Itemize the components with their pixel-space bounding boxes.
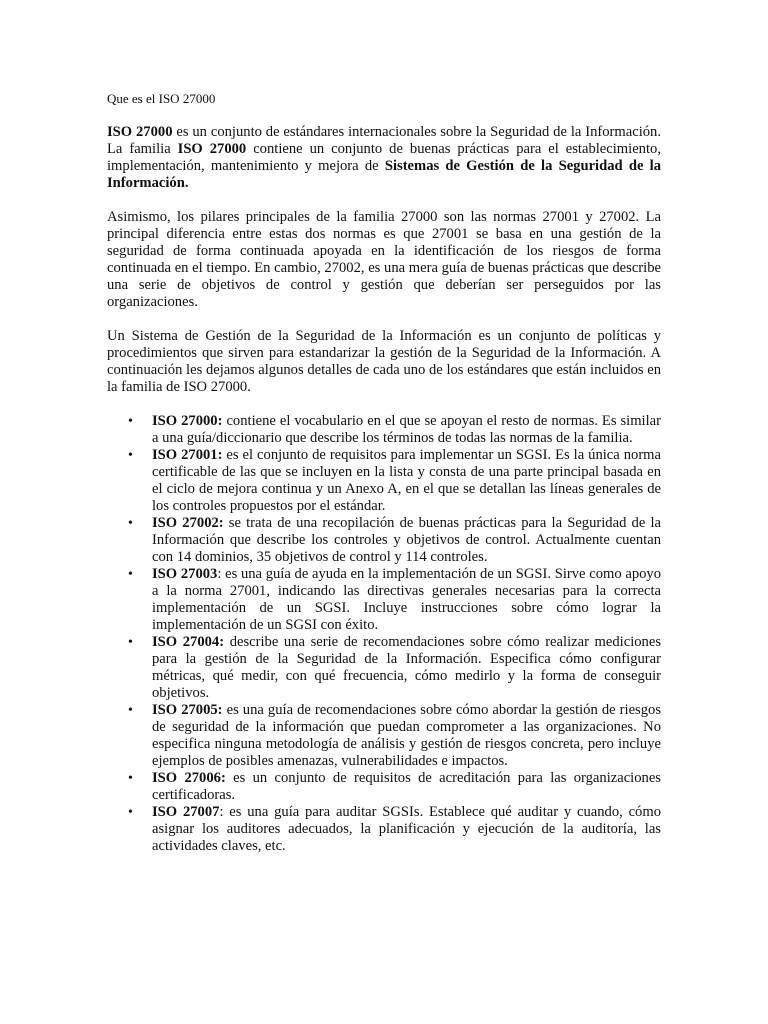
list-item-text: : es una guía de ayuda en la implementación de un SGSI. Sirve como apoyo a la norma 27001, indicando las directivas generales necesarias para la correcta implementación de un SGSI. Incluye instrucciones sobre cómo lograr la implementación de un SGSI con éxito. [152,566,662,633]
intro-paragraph [107,124,661,192]
bullet-icon: • [128,635,133,650]
list-item-term: ISO 27007 [152,804,220,820]
list-item-text: contiene el vocabulario en el que se apoyan el resto de normas. Es similar a una guía/diccionario que describe los términos de todas las normas de la familia. [152,413,662,446]
list-item [107,515,661,566]
standards-list [107,413,661,855]
list-item-term: ISO 27006: [152,770,226,786]
list-item-term: ISO 27005: [152,702,223,718]
list-item-term: ISO 27003 [152,566,218,582]
bullet-icon: • [128,516,133,531]
list-item [107,702,661,770]
sgsi-paragraph: Un Sistema de Gestión de la Seguridad de la Información es un conjunto de políticas y procedimientos que sirven para estandarizar la gestión de la Seguridad de la Información. A continuación les dejamos algunos detalles de cada uno de los estándares que están incluidos en la familia de ISO 27000. [107,328,661,395]
bullet-icon: • [128,703,133,718]
intro-text-2: contiene un conjunto de buenas prácticas para el establecimiento, implementación, mantenimiento y mejora de [107,141,661,174]
list-item-term: ISO 27002: [152,515,224,531]
list-item-text: describe una serie de recomendaciones sobre cómo realizar mediciones para la gestión de la Seguridad de la Información. Especifica cómo configurar métricas, qué medir, con qué frecuencia, cómo medirlo y la forma de conseguir objetivos. [152,634,661,701]
list-item-text: es una guía de recomendaciones sobre cómo abordar la gestión de riesgos de seguridad de la información que puedan comprometer a las organizaciones. No especifica ninguna metodología de análisis y gestión de riesgos concreta, pero incluye ejemplos de posibles amenazas, vulnerabilidades e impactos. [152,702,662,769]
list-item [107,804,661,855]
list-item-text: : es una guía para auditar SGSIs. Establece qué auditar y cuando, cómo asignar los auditores adecuados, la planificación y ejecución de la auditoría, las actividades claves, etc. [152,804,661,854]
list-item [107,566,661,634]
pillars-paragraph: Asimismo, los pilares principales de la familia 27000 son las normas 27001 y 27002. La principal diferencia entre estas dos normas es que 27001 se basa en una gestión de la seguridad de forma continuada apoyada en la identificación de los riesgos de forma continuada en el tiempo. En cambio, 27002, es una mera guía de buenas prácticas que describe una serie de objetivos de control y gestión que deberían ser perseguidos por las organizaciones. [107,209,661,310]
bullet-icon: • [128,771,133,786]
list-item [107,634,661,702]
list-item-text: es un conjunto de requisitos de acreditación para las organizaciones certificadoras. [152,770,661,803]
document-title: Que es el ISO 27000 [107,91,216,106]
list-item-term: ISO 27004: [152,634,225,650]
document-page [107,90,661,855]
list-item-text: es el conjunto de requisitos para implementar un SGSI. Es la única norma certificable de las que se incluyen en la lista y consta de una parte principal basada en el ciclo de mejora continua y un Anexo A, en el que se detallan las líneas generales de los controles propuestos por el estándar. [152,447,662,514]
intro-term-2: ISO 27000 [177,141,247,157]
intro-term-3: Sistemas de Gestión de la Seguridad de la Información. [107,158,662,191]
bullet-icon: • [128,414,133,429]
list-item-term: ISO 27001: [152,447,223,463]
list-item-term: ISO 27000: [152,413,223,429]
list-item [107,447,661,515]
intro-term-1: ISO 27000 [107,124,173,140]
list-item [107,413,661,447]
intro-text-1: es un conjunto de estándares internacionales sobre la Seguridad de la Información. La familia [107,124,661,157]
bullet-icon: • [128,448,133,463]
list-item-text: se trata de una recopilación de buenas prácticas para la Seguridad de la Información que describe los controles y objetivos de control. Actualmente cuentan con 14 dominios, 35 objetivos de control y 114 controles. [152,515,661,565]
bullet-icon: • [128,567,133,582]
list-item [107,770,661,804]
bullet-icon: • [128,805,133,820]
